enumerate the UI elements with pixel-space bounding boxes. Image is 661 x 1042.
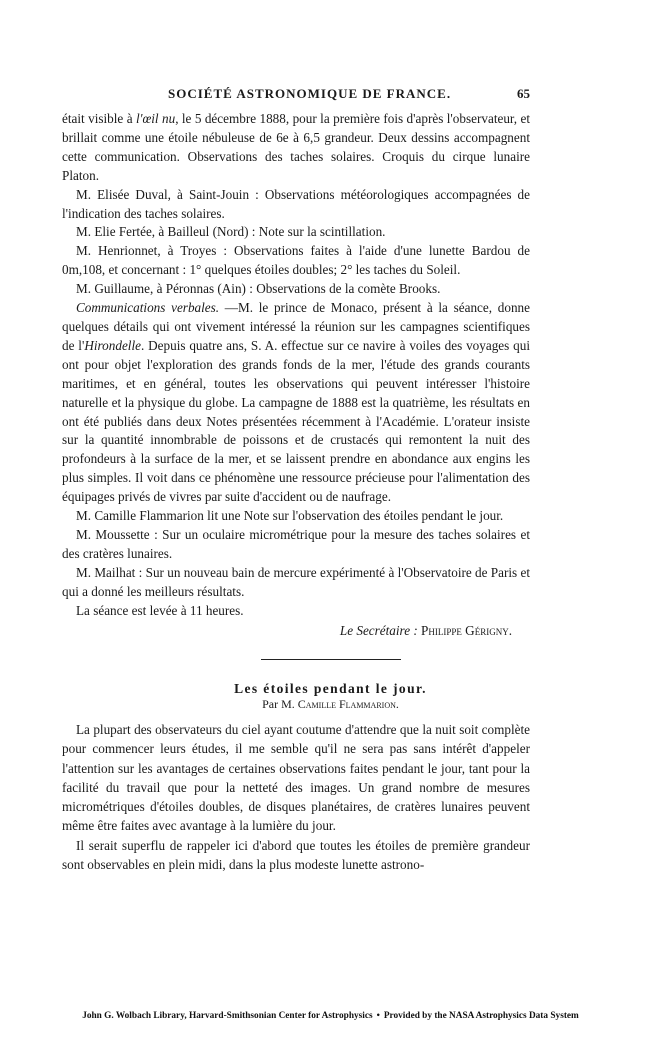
text-run: était visible à	[62, 111, 136, 126]
text-run: , le 5 décembre 1888, pour la première fois d'après l'observateur, et brillait comme une étoile nébuleuse de 6e à 6,5 grandeur. Deux dessins accompagnent cette communication. Observations des taches solaires. Croquis du cirque lunaire Platon.	[62, 111, 531, 183]
secretary-name: Philippe Gérigny.	[421, 623, 512, 639]
italic-run: l'œil nu	[135, 111, 176, 126]
paragraph	[62, 299, 530, 507]
paragraph: M. Henrionnet, à Troyes : Observations faites à l'aide d'une lunette Bardou de 0m,108, et concernant : 1° quelques étoiles doubles; 2° les taches du Soleil.	[62, 243, 530, 278]
page-number: 65	[517, 86, 530, 101]
paragraph: M. Mailhat : Sur un nouveau bain de mercure expérimenté à l'Observatoire de Paris et qui a donné les meilleurs résultats.	[62, 564, 530, 599]
article-title: Les étoiles pendant le jour.	[234, 681, 427, 696]
running-title: SOCIÉTÉ ASTRONOMIQUE DE FRANCE.	[168, 86, 452, 101]
italic-run: Communications verbales.	[76, 300, 220, 316]
paragraph: M. Camille Flammarion lit une Note sur l'observation des étoiles pendant le jour.	[76, 508, 504, 524]
paragraph: M. Guillaume, à Péronnas (Ain) : Observations de la comète Brooks.	[76, 281, 441, 297]
paragraph: M. Elie Fertée, à Bailleul (Nord) : Note sur la scintillation.	[76, 224, 386, 240]
article-author	[0, 697, 661, 712]
footer-bullet: •	[376, 1011, 380, 1021]
text-run: . Depuis quatre ans, S. A. effectue sur ce navire à voiles des voyages qui ont pour objet l'exploration des grands fonds de la mer, l'étude des grands courants maritimes, et en général, toutes les observations qui peuvent intéresser l'histoire naturelle et la physique du globe. La campagne de 1888 est la quatrième, les résultats en ont été publiés dans deux Notes présentées récemment à l'Académie. L'orateur insiste sur la quantité innombrable de poissons et de crustacés qui remontent la nuit des profondeurs à la surface de la mer, et se laissent prendre en abondance aux engins les plus simples. Il voit dans ce phénomène une ressource précieuse pour l'alimentation des équipages privés de vivres par suite d'accident ou de naufrage.	[62, 337, 530, 505]
paragraph: M. Moussette : Sur un oculaire micrométrique pour la mesure des taches solaires et des cratères lunaires.	[62, 526, 530, 561]
paragraph: La séance est levée à 11 heures.	[76, 602, 244, 618]
footer-credit-right: Provided by the NASA Astrophysics Data System	[383, 1011, 579, 1021]
running-header	[62, 86, 532, 106]
section-divider	[261, 659, 401, 660]
italic-run: Hirondelle	[84, 337, 141, 353]
proceedings-text	[62, 110, 530, 641]
paragraph	[62, 110, 530, 186]
page-footer	[0, 1011, 661, 1021]
text-run: —M. le prince de Monaco, présent à la séance, donne quelques détails qui ont vivement intéressé la réunion sur les campagnes scientifiques de l'	[62, 300, 531, 353]
paragraph: La plupart des observateurs du ciel ayant coutume d'attendre que la nuit soit complète pour commencer leurs études, il me semble qu'il ne sera pas sans intérêt d'appeler l'attention sur les avantages de certaines observations faites pendant le jour, tant pour la facilité du travail que pour la netteté des images. Un grand nombre de mesures micrométriques d'étoiles doubles, de disques planétaires, de cratères lunaires peuvent même être faites avec avantage à la lumière du jour.	[62, 722, 530, 834]
italic-run: Le Secrétaire :	[339, 623, 418, 639]
author-name: Camille Flammarion.	[297, 697, 399, 711]
article-text	[62, 720, 530, 874]
footer-credit-left: John G. Wolbach Library, Harvard-Smithsonian Center for Astrophysics	[82, 1011, 373, 1021]
secretary-signature	[62, 622, 530, 641]
paragraph: M. Elisée Duval, à Saint-Jouin : Observations météorologiques accompagnées de l'indication des taches solaires.	[62, 186, 530, 221]
text-run: Par M.	[262, 697, 298, 711]
paragraph: Il serait superflu de rappeler ici d'abord que toutes les étoiles de première grandeur sont observables en plein midi, dans la plus modeste lunette astrono-	[62, 837, 530, 873]
